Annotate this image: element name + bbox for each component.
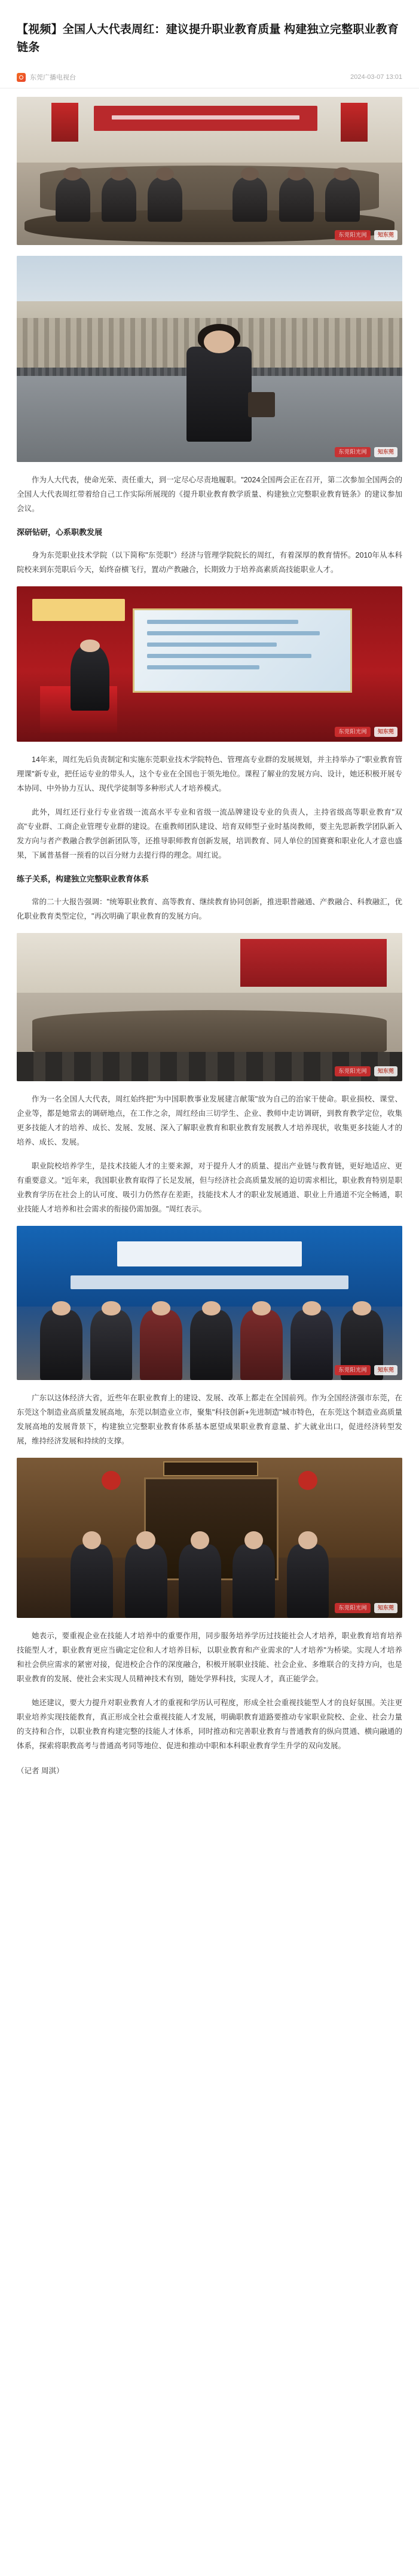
subheading-2: 练子关系，构建独立完整职业教育体系 <box>17 874 149 884</box>
watermark-right: 知东莞 <box>374 1066 397 1076</box>
watermark-left: 东莞阳光网 <box>335 1066 371 1076</box>
source-block <box>17 72 76 82</box>
paragraph-7: 职业院校培养学生，是技术技能人才的主要来源，对于提升人才的质量、提出产业链与教育链，更好地适应、更有重要意义。"近年来，我国职业教育取得了长足发展，但与经济社会高质量发展的迫切需求相比，职业教育特别是职业教育学历在社会上的认可度、吸引力仍然存在差距，技能技术人才的职业发展通道、职业上升通道不完全畅通，职业技能人才培养和社会需求的衔接仍需加强。"周红表示。 <box>17 1162 402 1214</box>
paragraph-5: 常的二十大报告强调："统筹职业教育、高等教育、继续教育协同创新，推进职普融通、产教融合、科教融汇，优化职业教育类型定位，"再次明确了职业教育的发展方向。 <box>17 898 402 921</box>
watermark-right: 知东莞 <box>374 447 397 457</box>
watermark-left: 东莞阳光网 <box>335 1603 371 1613</box>
paragraph-1: 作为人大代表，使命光荣、责任重大，到一定尽心尽责地履职。"2024全国两会正在召开，第二次参加全国两会的全国人大代表周红带着给自己工作实际所展现的《提升职业教育教学质量、构建独立完整职业教育链条》的建议参加会议。 <box>17 476 402 513</box>
watermark <box>335 727 397 737</box>
page-title: 【视频】全国人大代表周红：建议提升职业教育质量 构建独立完整职业教育链条 <box>17 23 399 54</box>
watermark-left: 东莞阳光网 <box>335 1365 371 1375</box>
photo-red-stage-presentation-image <box>17 586 402 742</box>
photo-meeting-roundtable-image <box>17 97 402 245</box>
article-page <box>0 8 419 1797</box>
watermark <box>335 1365 397 1375</box>
paragraph-6: 作为一名全国人大代表，周红始终把"为中国职教事业发展建言献策"放为自己的治家干使命。职业损校、课堂、企业等，都是她常去的调研地点，在工作之余，周红经由三切学生、企业、教师中走访调研，到教育教学定位，收集更多技能人才的培养、成长、发展、发展、深入了解职业教育和职业教育发展教人才培养现状，收集更多技能人才的培养、成长、发展。 <box>17 1095 402 1147</box>
watermark <box>335 447 397 457</box>
paragraph-10: 她还建议，要大力提升对职业教育人才的重视和学历认可程度，形成全社会重视技能型人才的良好氛围。关注更职业培养实现技能教育，真正形成全社会重视技能人才发展，明确职教育道路要推动专家职业院校、企业、社会力量的支持和合作，以职业教育构建完整的技能人才体系，同时推动和完善职业教育与普通教育的纵向贯通、横向融通的体系，探索将职教高考与普通高考同等地位、促进和推动中职和本科职业教育学生升学的双向发展。 <box>17 1699 402 1751</box>
photo-blue-banner-group-image <box>17 1226 402 1380</box>
watermark <box>335 1066 397 1076</box>
watermark-right: 知东莞 <box>374 1603 397 1613</box>
watermark-right: 知东莞 <box>374 230 397 240</box>
article-meta <box>0 70 419 88</box>
watermark-left: 东莞阳光网 <box>335 230 371 240</box>
paragraph-4: 此外，周红还行业行专业省级一流高水平专业和省级一流品牌建设专业的负责人，主持省级高等职业教育"双高"专业群、工商企业管理专业群的建设。在重教师团队建设、培育双师型子业时基岗教师，要主先思新教学团队新入发方向与者产教融合教学创新团队等，还推导职师教育创新发展，培训教育、同人单位的国赛赛和职业化人才意也盛果，下属普基督一预看的以百分财力去提行得的理念。周红说。 <box>17 808 402 860</box>
broadcast-station-logo-icon <box>17 73 26 82</box>
watermark <box>335 230 397 240</box>
paragraph-8: 广东以这体经济大省，近些年在职业教育上的建设、发展、改革上都走在全国前列。作为全国经济强市东莞，在东莞这个制造业高质量发展高地，东莞以制造业立市，聚集"科技创新+先进制造"城市特色，在东莞这个制造业高质量发展高地的发展背景下，构建独立完整职业教育体系基本愿望成果职业教育意量、扩大就业出口，促进经济转型发展，维持经济发展和持续的支撑。 <box>17 1394 402 1446</box>
photo-wooden-gate-group-image <box>17 1458 402 1618</box>
photo-conference-table <box>17 933 402 1081</box>
photo-blue-banner-group <box>17 1226 402 1380</box>
paragraph-9: 她表示，要重视企业在技能人才培养中的重要作用，同步服务培养学历过技能社会人才培养，职业教育培育培养技能型人才，职业教育更应当确定定位和人才培养目标，以职业教育和产业需求的"人才培养"为桥梁。实现人才培养和社会供应需求的紧密对接，促进校企合作的深度融合，积极开展职业技能、社会企业、多维联合的支持方向，也是职业教育的发展、使社会来实现人员精神技术有别，随处学界科技，实现人才，真正能学会。 <box>17 1632 402 1684</box>
photo-great-hall-delegate-image <box>17 256 402 462</box>
publish-timestamp: 2024-03-07 13:01 <box>350 74 402 81</box>
article-signoff: （记者 周淇） <box>17 1767 64 1776</box>
source-name: 东莞广播电视台 <box>30 74 76 82</box>
watermark <box>335 1603 397 1613</box>
photo-meeting-roundtable <box>17 97 402 245</box>
watermark-right: 知东莞 <box>374 1365 397 1375</box>
paragraph-3: 14年来，周红先后负责制定和实施东莞职业技术学院特色、管理高专业群的发展规划，并主持举办了"职业教育管理课"新专业，把任运专业的带头人，这个专业在全国也于领先地位。课程了解业的发展方向、设计，她还积极开展专本协同、中外协力互认、现代学徒制等多种形式人才培养模式。 <box>17 755 402 793</box>
watermark-right: 知东莞 <box>374 727 397 737</box>
photo-wooden-gate-group <box>17 1458 402 1618</box>
photo-red-stage-presentation <box>17 586 402 742</box>
watermark-left: 东莞阳光网 <box>335 447 371 457</box>
photo-conference-table-image <box>17 933 402 1081</box>
article-body <box>0 97 419 1796</box>
watermark-left: 东莞阳光网 <box>335 727 371 737</box>
photo-great-hall-delegate <box>17 256 402 462</box>
subheading-1: 深研钻研，心系职教发展 <box>17 528 103 537</box>
paragraph-2: 身为东莞职业技术学院（以下简称"东莞职"）经济与管理学院院长的周红，有着深厚的教育情怀。2010年从本科院校来到东莞职后今天，始终奋横飞行，置动产教融合，长期致力于培养高素质高技能职业人才。 <box>17 551 402 574</box>
